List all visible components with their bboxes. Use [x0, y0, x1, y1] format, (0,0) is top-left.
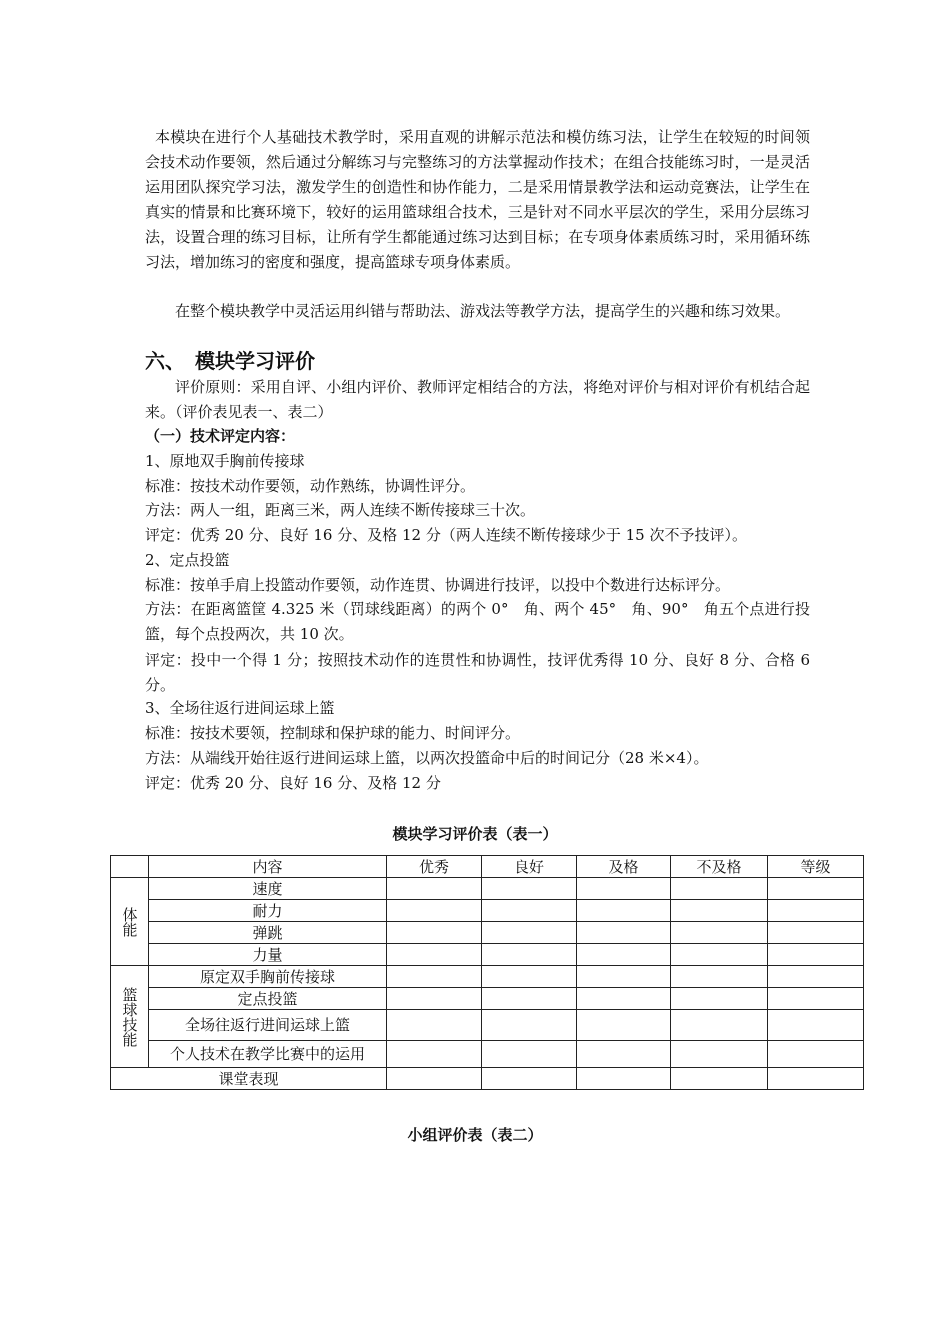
table-row: [111, 878, 864, 900]
header-content: 内容: [149, 856, 387, 878]
item-2-eval: 评定：投中一个得 1 分；按照技术动作的连贯性和协调性，技评优秀得 10 分、良好 8 分、合格 6 分。: [145, 651, 810, 694]
item-1-title: 1、原地双手胸前传接球: [145, 452, 305, 470]
row-label: 弹跳: [149, 922, 387, 944]
table-row: [111, 988, 864, 1010]
row-label: 原定双手胸前传接球: [149, 966, 387, 988]
table-row: [111, 966, 864, 988]
group-fitness-label: 体能: [111, 878, 149, 966]
paragraph-methods-summary: 在整个模块教学中灵活运用纠错与帮助法、游戏法等教学方法，提高学生的兴趣和练习效果。: [175, 302, 791, 320]
item-1-method: 方法：两人一组，距离三米，两人连续不断传接球三十次。: [145, 501, 536, 519]
table-row: [111, 1010, 864, 1041]
row-label-class-performance: 课堂表现: [111, 1068, 387, 1090]
table-row: [111, 900, 864, 922]
row-label: 全场往返行进间运球上篮: [149, 1010, 387, 1041]
row-label: 力量: [149, 944, 387, 966]
table-row: [111, 1041, 864, 1068]
table-corner-cell: [111, 856, 149, 878]
row-label: 耐力: [149, 900, 387, 922]
subheading-technique: （一）技术评定内容：: [145, 427, 296, 445]
row-label: 定点投篮: [149, 988, 387, 1010]
item-1-eval: 评定：优秀 20 分、良好 16 分、及格 12 分（两人连续不断传接球少于 15 次不予技评）。: [145, 526, 747, 544]
item-2-title: 2、定点投篮: [145, 551, 230, 569]
item-3-eval: 评定：优秀 20 分、良好 16 分、及格 12 分: [145, 774, 441, 792]
evaluation-table-1: [110, 855, 864, 1090]
group-basketball-skills-label: 篮球技能: [111, 966, 149, 1068]
header-pass: 及格: [577, 856, 671, 878]
header-grade: 等级: [768, 856, 864, 878]
item-2-method: 方法：在距离篮筐 4.325 米（罚球线距离）的两个 0° 角、两个 45° 角、90° 角五个点进行投篮，每个点投两次，共 10 次。: [145, 600, 810, 643]
section-heading: 六、 模块学习评价: [145, 349, 315, 373]
header-excellent: 优秀: [387, 856, 482, 878]
item-3-title: 3、全场往返行进间运球上篮: [145, 699, 335, 717]
table-row: [111, 944, 864, 966]
table-header-row: [111, 856, 864, 878]
table-1-caption: 模块学习评价表（表一）: [392, 825, 558, 843]
header-good: 良好: [482, 856, 577, 878]
evaluation-principle: 评价原则：采用自评、小组内评价、教师评定相结合的方法，将绝对评价与相对评价有机结合起来。（评价表见表一、表二）: [145, 378, 810, 421]
paragraph-teaching-methods: 本模块在进行个人基础技术教学时，采用直观的讲解示范法和模仿练习法，让学生在较短的时间领会技术动作要领，然后通过分解练习与完整练习的方法掌握动作技术；在组合技能练习时，一是灵活运用团队探究学习法，激发学生的创造性和协作能力，二是采用情景教学法和运动竞赛法，让学生在真实的情景和比赛环境下，较好的运用篮球组合技术，三是针对不同水平层次的学生，采用分层练习法，设置合理的练习目标，让所有学生都能通过练习达到目标；在专项身体素质练习时，采用循环练习法，增加练习的密度和强度，提高篮球专项身体素质。: [145, 128, 810, 271]
item-3-standard: 标准：按技术要领，控制球和保护球的能力、时间评分。: [145, 724, 521, 742]
header-fail: 不及格: [671, 856, 768, 878]
table-row: [111, 1068, 864, 1090]
row-label: 个人技术在教学比赛中的运用: [149, 1041, 387, 1068]
item-1-standard: 标准：按技术动作要领，动作熟练，协调性评分。: [145, 477, 476, 495]
table-row: [111, 922, 864, 944]
row-label: 速度: [149, 878, 387, 900]
item-2-standard: 标准：按单手肩上投篮动作要领，动作连贯、协调进行技评，以投中个数进行达标评分。: [145, 576, 731, 594]
item-3-method: 方法：从端线开始往返行进间运球上篮，以两次投篮命中后的时间记分（28 米×4）。: [145, 749, 709, 767]
table-2-caption: 小组评价表（表二）: [407, 1126, 543, 1144]
